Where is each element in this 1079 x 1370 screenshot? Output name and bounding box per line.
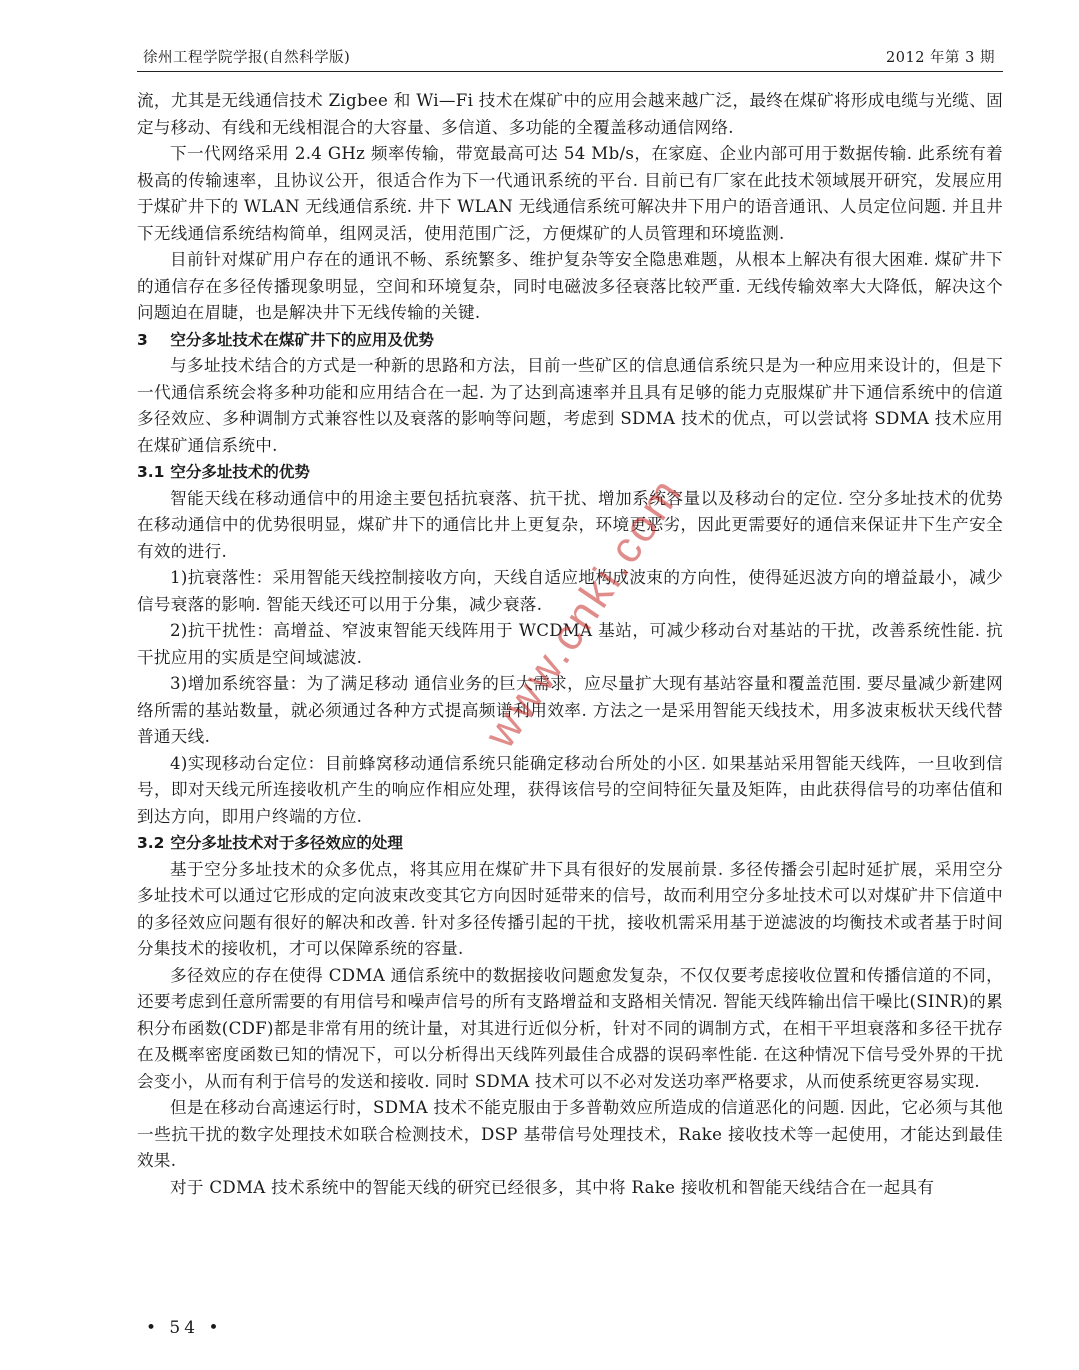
section-title: 空分多址技术的优势: [170, 463, 310, 481]
paragraph: 2)抗干扰性：高增益、窄波束智能天线阵用于 WCDMA 基站，可减少移动台对基站的干扰，改善系统性能. 抗干扰应用的实质是空间域滤波.: [137, 621, 1003, 667]
journal-title: 徐州工程学院学报(自然科学版): [143, 50, 351, 66]
paragraph: 目前针对煤矿用户存在的通讯不畅、系统繁多、维护复杂等安全隐患难题，从根本上解决有很大困难. 煤矿井下的通信存在多径传播现象明显，空间和环境复杂，同时电磁波多径衰落比较严重. 无线传输效率大大降低，解决这个问题迫在眉睫，也是解决井下无线传输的关键.: [137, 250, 1003, 322]
paragraph: 3)增加系统容量：为了满足移动 通信业务的巨大需求，应尽量扩大现有基站容量和覆盖范围. 要尽量减少新建网络所需的基站数量，就必须通过各种方式提高频谱利用效率. 方法之一是采用智能天线技术，用多波束板状天线代替普通天线.: [137, 674, 1003, 746]
watermark: www.cnki.com: [475, 468, 693, 757]
paragraph: 基于空分多址技术的众多优点，将其应用在煤矿井下具有很好的发展前景. 多径传播会引起时延扩展，采用空分多址技术可以通过它形成的定向波束改变其它方向因时延带来的信号，故而利用空分多址技术可以对煤矿井下信道中的多径效应问题有很好的解决和改善. 针对多径传播引起的干扰，接收机需采用基于逆滤波的均衡技术或者基于时间分集技术的接收机，才可以保障系统的容量.: [137, 859, 1003, 958]
issue-label: 2012 年第 3 期: [886, 50, 995, 66]
paragraph: 1)抗衰落性：采用智能天线控制接收方向，天线自适应地构成波束的方向性，使得延迟波方向的增益最小，减少信号衰落的影响. 智能天线还可以用于分集，减少衰落.: [137, 568, 1003, 614]
section-number: 3: [137, 330, 148, 349]
paragraph: 与多址技术结合的方式是一种新的思路和方法，目前一些矿区的信息通信系统只是为一种应用来设计的，但是下一代通信系统会将多种功能和应用结合在一起. 为了达到高速率并且具有足够的能力克服煤矿井下通信系统中的信道多径效应、多种调制方式兼容性以及衰落的影响等问题，考虑到 SDMA 技术的优点，可以尝试将 SDMA 技术应用在煤矿通信系统中.: [137, 356, 1003, 455]
section-title: 空分多址技术在煤矿井下的应用及优势: [170, 330, 434, 349]
paragraph: 但是在移动台高速运行时，SDMA 技术不能克服由于多普勒效应所造成的信道恶化的问题. 因此，它必须与其他一些抗干扰的数字处理技术如联合检测技术，DSP 基带信号处理技术，Rake 接收技术等一起使用，才能达到最佳效果.: [137, 1098, 1003, 1170]
paragraph: 智能天线在移动通信中的用途主要包括抗衰落、抗干扰、增加系统容量以及移动台的定位. 空分多址技术的优势在移动通信中的优势很明显，煤矿井下的通信比井上更复杂，环境更恶劣，因此更需要好的通信来保证井下生产安全有效的进行.: [137, 488, 1003, 561]
page-number: • 54 •: [146, 1318, 223, 1338]
paragraph: 多径效应的存在使得 CDMA 通信系统中的数据接收问题愈发复杂，不仅仅要考虑接收位置和传播信道的不同，还要考虑到任意所需要的有用信号和噪声信号的所有支路增益和支路相关情况. 智能天线阵输出信干噪比(SINR)的累积分布函数(CDF)都是非常有用的统计量，对其进行近似分析，针对不同的调制方式，在相干平坦衰落和多径干扰存在及概率密度函数已知的情况下，可以分析得出天线阵列最佳合成器的误码率性能. 在这种情况下信号受外界的干扰会变小，从而有利于信号的发送和接收. 同时 SDMA 技术可以不必对发送功率严格要求，从而使系统更容易实现.: [137, 965, 1003, 1091]
paragraph: 流，尤其是无线通信技术 Zigbee 和 Wi—Fi 技术在煤矿中的应用会越来越广泛，最终在煤矿将形成电缆与光缆、固定与移动、有线和无线相混合的大容量、多信道、多功能的全覆盖移动通信网络.: [137, 91, 1003, 137]
paragraph: 4)实现移动台定位：目前蜂窝移动通信系统只能确定移动台所处的小区. 如果基站采用智能天线阵，一旦收到信号，即对天线元所连接收机产生的响应作相应处理，获得该信号的空间特征矢量及矩阵，由此获得信号的功率估值和到达方向，即用户终端的方位.: [137, 753, 1003, 826]
header-divider: [137, 71, 1003, 72]
paragraph: 下一代网络采用 2.4 GHz 频率传输，带宽最高可达 54 Mb/s，在家庭、企业内部可用于数据传输. 此系统有着极高的传输速率，且协议公开，很适合作为下一代通讯系统的平台. 目前已有厂家在此技术领域展开研究，发展应用于煤矿井下的 WLAN 无线通信系统. 井下 WLAN 无线通信系统可解决井下用户的语音通讯、人员定位问题. 并且井下无线通信系统结构简单，组网灵活，使用范围广泛，方便煤矿的人员管理和环境监测.: [137, 144, 1003, 243]
running-header: [137, 44, 999, 68]
section-number: 3.1: [137, 463, 165, 481]
section-title: 空分多址技术对于多径效应的处理: [170, 834, 403, 852]
paragraph: 对于 CDMA 技术系统中的智能天线的研究已经很多，其中将 Rake 接收机和智能天线结合在一起具有: [170, 1177, 935, 1197]
section-heading: [137, 327, 1003, 354]
section-heading: [137, 459, 1003, 486]
section-heading: [137, 830, 1003, 857]
section-number: 3.2: [137, 834, 165, 852]
